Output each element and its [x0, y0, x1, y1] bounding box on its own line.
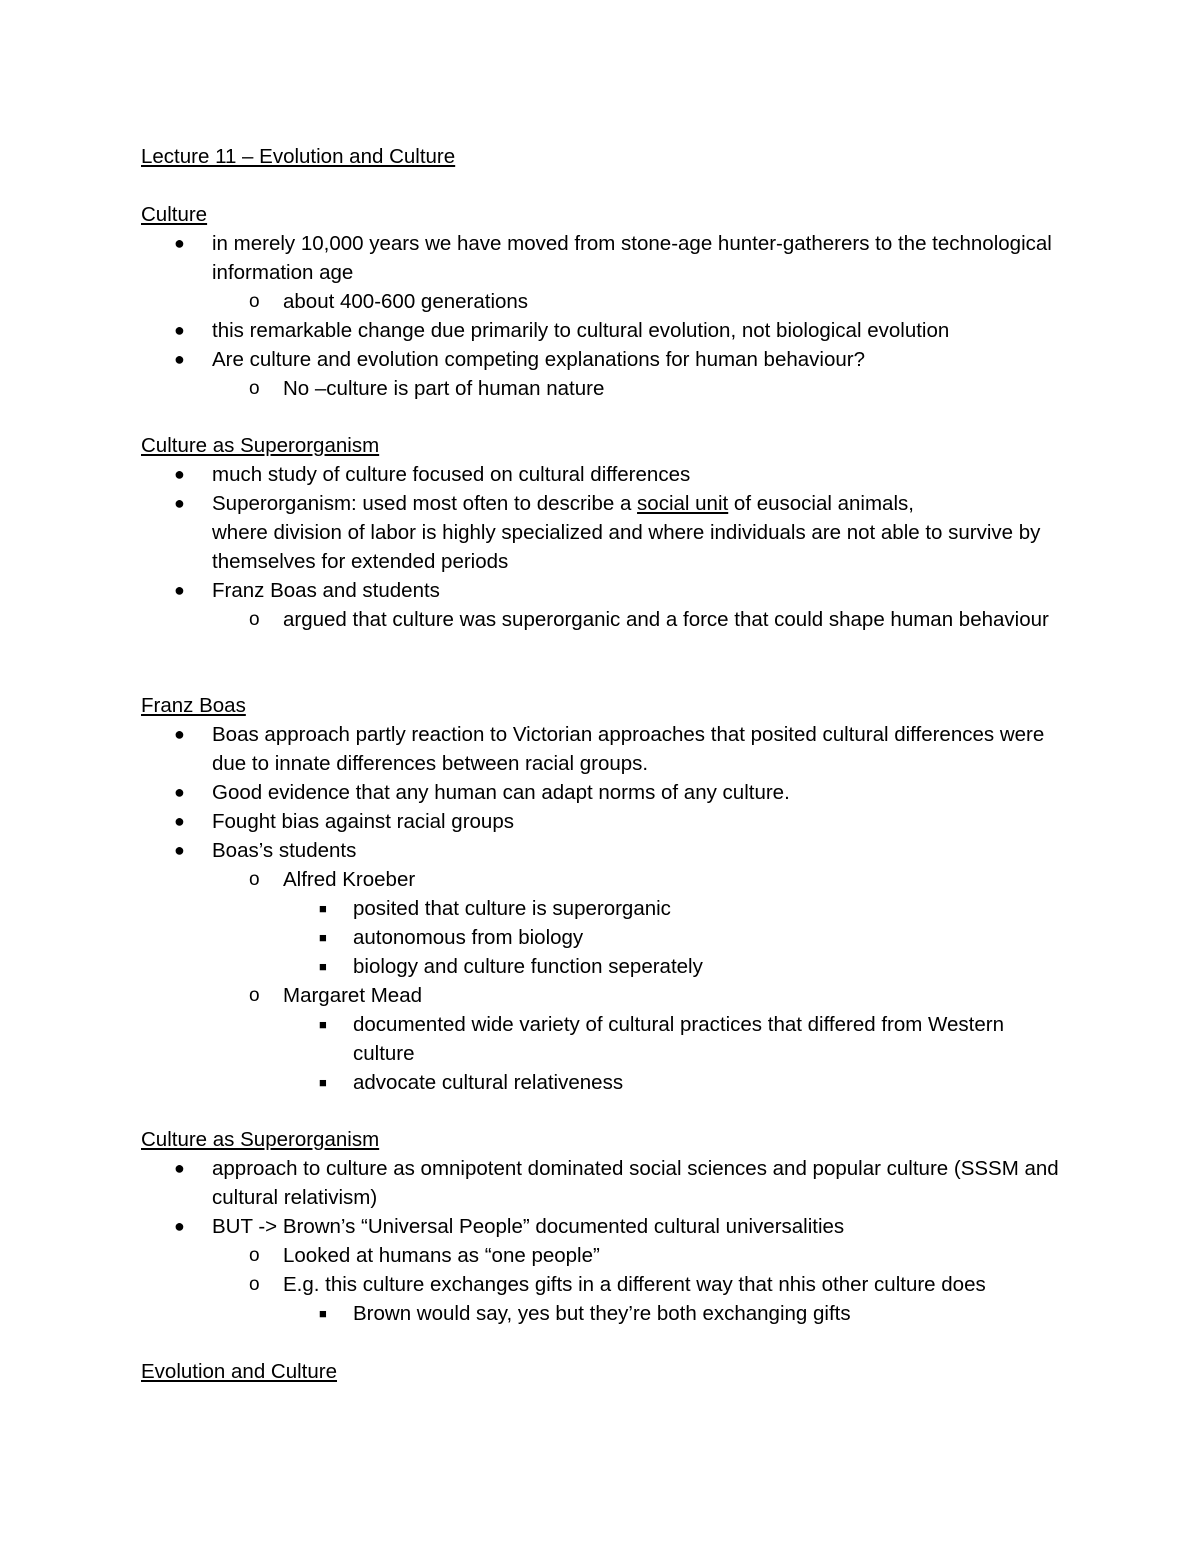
list-item-text: approach to culture as omnipotent dominated social sciences and popular culture (SSSM and cultural relativism) — [212, 1157, 1059, 1209]
list-item-text: documented wide variety of cultural practices that differed from Western culture — [353, 1013, 1004, 1065]
list-item — [141, 1154, 1071, 1212]
bullet-icon: ● — [174, 811, 185, 831]
list-item-text: Franz Boas and students — [212, 579, 440, 602]
square-bullet-icon: ■ — [319, 901, 327, 916]
list-item-text: where division of labor is highly specialized and where individuals are not able to survive by themselves for extended periods — [212, 521, 1041, 573]
list-item — [141, 836, 1071, 865]
list-item-text: biology and culture function seperately — [353, 955, 703, 978]
list-item-text: E.g. this culture exchanges gifts in a different way that nhis other culture does — [283, 1273, 986, 1296]
list-item — [141, 981, 1071, 1010]
list-item — [141, 345, 1071, 374]
list-item — [141, 1068, 1071, 1097]
list-item-text: in merely 10,000 years we have moved from stone-age hunter-gatherers to the technological information age — [212, 232, 1052, 284]
list-item — [141, 1270, 1071, 1299]
list-item — [141, 1299, 1071, 1328]
list-item — [141, 952, 1071, 981]
circle-bullet-icon: o — [249, 378, 260, 399]
bullet-icon: ● — [174, 1216, 185, 1236]
bullet-icon: ● — [174, 464, 185, 484]
list-item — [141, 316, 1071, 345]
list-item-text: Good evidence that any human can adapt norms of any culture. — [212, 781, 790, 804]
section-culture-as-superorganism — [141, 431, 1071, 634]
bullet-icon: ● — [174, 840, 185, 860]
bullet-icon: ● — [174, 782, 185, 802]
bullet-icon: ● — [174, 233, 185, 253]
text-run: of eusocial animals, — [728, 492, 914, 515]
list-item — [141, 576, 1071, 605]
square-bullet-icon: ■ — [319, 1306, 327, 1321]
bullet-icon: ● — [174, 493, 185, 513]
list-item — [141, 865, 1071, 894]
section-heading: Culture as Superorganism — [141, 434, 380, 457]
list-item — [141, 923, 1071, 952]
list-item-text: Brown would say, yes but they’re both exchanging gifts — [353, 1302, 851, 1325]
list-item — [141, 374, 1071, 403]
list-item-text: Looked at humans as “one people” — [283, 1244, 600, 1267]
list-item — [141, 287, 1071, 316]
list-item-text: about 400-600 generations — [283, 290, 529, 313]
list-item — [141, 605, 1071, 634]
section-culture — [141, 200, 1071, 403]
list-item-text: posited that culture is superorganic — [353, 897, 671, 920]
section-franz-boas — [141, 691, 1071, 1097]
list-item — [141, 778, 1071, 807]
bullet-icon: ● — [174, 724, 185, 744]
square-bullet-icon: ■ — [319, 930, 327, 945]
list-item-text: Fought bias against racial groups — [212, 810, 514, 833]
list-item-text: argued that culture was superorganic and a force that could shape human behaviour — [283, 608, 1049, 631]
list-item-text: much study of culture focused on cultural differences — [212, 463, 691, 486]
list-item-text: Boas’s students — [212, 839, 357, 862]
section-heading: Evolution and Culture — [141, 1360, 338, 1383]
circle-bullet-icon: o — [249, 291, 260, 312]
list-item-text: this remarkable change due primarily to cultural evolution, not biological evolution — [212, 319, 950, 342]
list-item — [141, 1241, 1071, 1270]
circle-bullet-icon: o — [249, 985, 260, 1006]
section-heading: Franz Boas — [141, 694, 246, 717]
list-item — [141, 489, 1071, 518]
list-item-text: BUT -> Brown’s “Universal People” documented cultural universalities — [212, 1215, 845, 1238]
list-item-text: Alfred Kroeber — [283, 868, 416, 891]
list-item-text: Are culture and evolution competing explanations for human behaviour? — [212, 348, 865, 371]
list-item — [141, 229, 1071, 287]
list-item-text: Boas approach partly reaction to Victorian approaches that posited cultural differences were due to innate differences between racial groups. — [212, 723, 1045, 775]
circle-bullet-icon: o — [249, 869, 260, 890]
list-item — [141, 1010, 1071, 1068]
list-item-text — [212, 489, 1071, 518]
circle-bullet-icon: o — [249, 609, 260, 630]
section-heading: Culture as Superorganism — [141, 1128, 380, 1151]
list-item-text: autonomous from biology — [353, 926, 584, 949]
section-heading: Culture — [141, 203, 208, 226]
square-bullet-icon: ■ — [319, 1075, 327, 1090]
social-unit-link[interactable]: social unit — [637, 492, 729, 515]
list-item-text: Margaret Mead — [283, 984, 423, 1007]
text-run: Superorganism: used most often to describe a — [212, 492, 638, 515]
bullet-icon: ● — [174, 349, 185, 369]
square-bullet-icon: ■ — [319, 1017, 327, 1032]
bullet-icon: ● — [174, 1158, 185, 1178]
section-evolution-and-culture — [141, 1357, 1071, 1386]
list-item-text: advocate cultural relativeness — [353, 1071, 624, 1094]
list-item — [141, 807, 1071, 836]
list-item — [141, 460, 1071, 489]
bullet-icon: ● — [174, 580, 185, 600]
list-item — [141, 1212, 1071, 1241]
circle-bullet-icon: o — [249, 1245, 260, 1266]
list-item — [141, 894, 1071, 923]
list-item-continuation — [141, 518, 1071, 576]
bullet-icon: ● — [174, 320, 185, 340]
list-item-text: No –culture is part of human nature — [283, 377, 605, 400]
document-title: Lecture 11 – Evolution and Culture — [141, 145, 456, 168]
circle-bullet-icon: o — [249, 1274, 260, 1295]
section-culture-as-superorganism-2 — [141, 1125, 1071, 1328]
list-item — [141, 720, 1071, 778]
square-bullet-icon: ■ — [319, 959, 327, 974]
